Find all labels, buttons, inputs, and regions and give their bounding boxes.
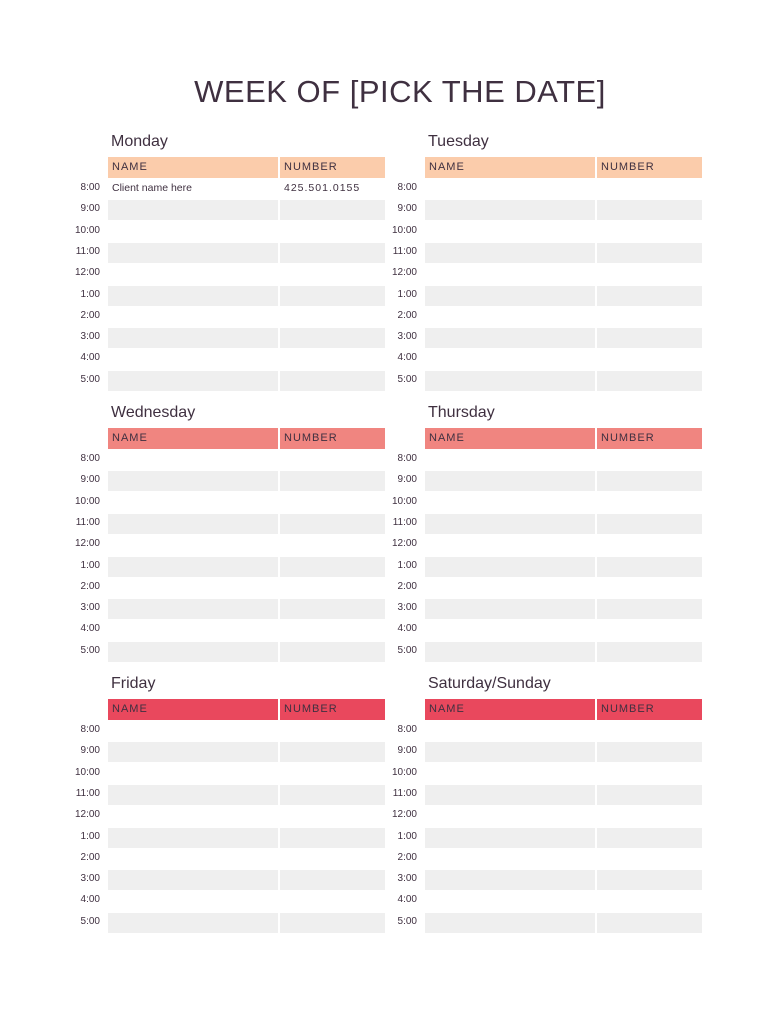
time-label: 3:00 xyxy=(80,331,100,343)
number-slot[interactable] xyxy=(597,913,702,933)
name-column-header: NAME xyxy=(108,157,278,178)
number-slot[interactable] xyxy=(597,307,702,327)
time-label: 10:00 xyxy=(391,766,417,778)
name-slot[interactable] xyxy=(108,371,278,391)
name-slot[interactable] xyxy=(425,891,595,911)
number-slot[interactable] xyxy=(597,493,702,513)
number-slot[interactable] xyxy=(280,493,385,513)
name-slot[interactable] xyxy=(108,471,278,491)
time-label: 1:00 xyxy=(80,288,100,300)
time-label: 2:00 xyxy=(397,309,417,321)
number-slot[interactable] xyxy=(597,243,702,263)
number-slot[interactable] xyxy=(280,891,385,911)
time-label: 1:00 xyxy=(397,288,417,300)
name-slot[interactable] xyxy=(108,557,278,577)
number-slot[interactable] xyxy=(280,450,385,470)
name-slot[interactable] xyxy=(108,450,278,470)
number-slot[interactable] xyxy=(280,742,385,762)
name-slot[interactable] xyxy=(425,371,595,391)
name-slot[interactable] xyxy=(108,870,278,890)
time-label: 8:00 xyxy=(80,182,100,193)
number-slot[interactable] xyxy=(280,913,385,933)
number-slot[interactable] xyxy=(280,286,385,306)
time-label: 3:00 xyxy=(397,602,417,614)
number-slot[interactable] xyxy=(597,828,702,848)
time-label: 10:00 xyxy=(391,495,417,507)
time-label: 9:00 xyxy=(80,203,100,215)
time-label: 4:00 xyxy=(397,352,417,364)
time-label: 1:00 xyxy=(397,559,417,571)
time-label: 4:00 xyxy=(80,894,100,906)
number-slot[interactable] xyxy=(280,557,385,577)
time-label: 11:00 xyxy=(392,787,417,799)
number-slot[interactable] xyxy=(280,785,385,805)
name-slot[interactable] xyxy=(108,785,278,805)
name-slot[interactable] xyxy=(108,328,278,348)
name-column-header: NAME xyxy=(425,157,595,178)
name-slot[interactable] xyxy=(108,535,278,555)
time-label: 12:00 xyxy=(391,267,417,279)
name-slot[interactable] xyxy=(425,913,595,933)
name-slot[interactable] xyxy=(425,599,595,619)
name-slot[interactable] xyxy=(108,721,278,741)
name-slot[interactable] xyxy=(425,514,595,534)
number-column-header: NUMBER xyxy=(597,157,702,178)
number-slot[interactable] xyxy=(597,764,702,784)
time-label: 9:00 xyxy=(397,474,417,486)
time-label: 10:00 xyxy=(74,766,100,778)
time-label: 12:00 xyxy=(74,267,100,279)
number-slot[interactable] xyxy=(597,514,702,534)
time-label: 11:00 xyxy=(392,516,417,528)
time-label: 8:00 xyxy=(397,453,417,464)
name-slot[interactable] xyxy=(425,806,595,826)
time-label: 2:00 xyxy=(397,580,417,592)
name-slot[interactable] xyxy=(425,471,595,491)
time-label: 10:00 xyxy=(74,224,100,236)
number-slot[interactable] xyxy=(280,349,385,369)
name-slot[interactable] xyxy=(425,328,595,348)
name-slot[interactable] xyxy=(108,493,278,513)
day-title: Tuesday xyxy=(428,133,489,150)
name-slot[interactable] xyxy=(108,578,278,598)
name-slot[interactable] xyxy=(108,849,278,869)
time-label: 1:00 xyxy=(397,830,417,842)
time-label: 11:00 xyxy=(75,245,100,257)
number-slot[interactable] xyxy=(597,599,702,619)
name-slot[interactable] xyxy=(425,222,595,242)
number-slot[interactable] xyxy=(280,371,385,391)
name-slot[interactable] xyxy=(108,891,278,911)
day-block-monday xyxy=(72,133,392,393)
time-label: 12:00 xyxy=(74,538,100,550)
number-slot[interactable] xyxy=(597,286,702,306)
name-slot[interactable] xyxy=(425,721,595,741)
name-slot[interactable] xyxy=(425,307,595,327)
time-label: 8:00 xyxy=(397,182,417,193)
name-slot[interactable] xyxy=(425,620,595,640)
number-slot[interactable] xyxy=(597,349,702,369)
name-slot[interactable] xyxy=(108,806,278,826)
time-label: 2:00 xyxy=(80,851,100,863)
name-slot[interactable] xyxy=(425,286,595,306)
day-block-tuesday xyxy=(389,133,709,393)
name-slot[interactable] xyxy=(425,243,595,263)
number-slot[interactable] xyxy=(597,620,702,640)
name-slot[interactable] xyxy=(425,179,595,199)
time-label: 10:00 xyxy=(391,224,417,236)
name-slot[interactable] xyxy=(425,200,595,220)
day-title: Wednesday xyxy=(111,404,196,421)
name-slot[interactable] xyxy=(425,849,595,869)
number-slot[interactable] xyxy=(597,721,702,741)
time-label: 8:00 xyxy=(80,724,100,735)
time-label: 11:00 xyxy=(75,516,100,528)
time-label: 2:00 xyxy=(80,580,100,592)
time-label: 2:00 xyxy=(80,309,100,321)
number-slot[interactable] xyxy=(597,806,702,826)
number-slot[interactable] xyxy=(597,849,702,869)
name-slot[interactable] xyxy=(108,642,278,662)
day-title: Monday xyxy=(111,133,168,150)
day-title: Thursday xyxy=(428,404,495,421)
time-label: 3:00 xyxy=(397,873,417,885)
name-slot[interactable] xyxy=(108,243,278,263)
day-block-friday xyxy=(72,675,392,935)
name-slot[interactable] xyxy=(108,620,278,640)
name-slot[interactable]: Client name here xyxy=(112,182,192,194)
number-slot[interactable] xyxy=(280,535,385,555)
number-slot[interactable] xyxy=(597,557,702,577)
name-slot[interactable] xyxy=(425,764,595,784)
number-column-header: NUMBER xyxy=(280,157,385,178)
name-slot[interactable] xyxy=(108,913,278,933)
number-slot[interactable] xyxy=(597,578,702,598)
number-slot[interactable] xyxy=(597,535,702,555)
time-label: 4:00 xyxy=(397,894,417,906)
name-slot[interactable] xyxy=(108,200,278,220)
name-slot[interactable] xyxy=(425,742,595,762)
time-label: 12:00 xyxy=(391,538,417,550)
time-label: 12:00 xyxy=(391,809,417,821)
page-title: WEEK OF [PICK THE DATE] xyxy=(194,74,606,109)
time-label: 5:00 xyxy=(80,915,100,927)
time-label: 5:00 xyxy=(397,644,417,656)
number-slot[interactable] xyxy=(280,578,385,598)
time-label: 1:00 xyxy=(80,559,100,571)
number-column-header: NUMBER xyxy=(280,699,385,720)
name-slot[interactable] xyxy=(108,764,278,784)
number-slot[interactable] xyxy=(597,642,702,662)
time-label: 1:00 xyxy=(80,830,100,842)
name-slot[interactable] xyxy=(108,264,278,284)
name-slot[interactable] xyxy=(425,870,595,890)
name-slot[interactable] xyxy=(425,535,595,555)
day-block-wednesday xyxy=(72,404,392,664)
name-slot[interactable] xyxy=(425,450,595,470)
time-label: 4:00 xyxy=(80,352,100,364)
time-label: 4:00 xyxy=(397,623,417,635)
number-slot[interactable] xyxy=(280,828,385,848)
time-label: 8:00 xyxy=(80,453,100,464)
time-label: 8:00 xyxy=(397,724,417,735)
name-slot[interactable] xyxy=(425,785,595,805)
number-slot[interactable] xyxy=(280,806,385,826)
time-label: 3:00 xyxy=(80,602,100,614)
number-slot[interactable] xyxy=(280,849,385,869)
time-label: 9:00 xyxy=(80,474,100,486)
time-label: 5:00 xyxy=(80,373,100,385)
number-slot[interactable] xyxy=(280,620,385,640)
time-label: 9:00 xyxy=(397,745,417,757)
day-block-saturday-sunday xyxy=(389,675,709,935)
name-slot[interactable] xyxy=(425,578,595,598)
name-slot[interactable] xyxy=(108,307,278,327)
number-slot[interactable] xyxy=(597,264,702,284)
number-slot[interactable] xyxy=(597,891,702,911)
number-slot[interactable]: 425.501.0155 xyxy=(284,182,361,194)
time-label: 2:00 xyxy=(397,851,417,863)
time-label: 3:00 xyxy=(397,331,417,343)
day-title: Friday xyxy=(111,675,156,692)
number-slot[interactable] xyxy=(597,471,702,491)
number-slot[interactable] xyxy=(280,200,385,220)
number-slot[interactable] xyxy=(597,200,702,220)
time-label: 12:00 xyxy=(74,809,100,821)
name-slot[interactable] xyxy=(108,828,278,848)
number-slot[interactable] xyxy=(597,785,702,805)
name-slot[interactable] xyxy=(425,349,595,369)
number-slot[interactable] xyxy=(280,222,385,242)
name-slot[interactable] xyxy=(425,264,595,284)
time-label: 10:00 xyxy=(74,495,100,507)
number-slot[interactable] xyxy=(597,328,702,348)
name-column-header: NAME xyxy=(425,428,595,449)
time-label: 11:00 xyxy=(75,787,100,799)
name-slot[interactable] xyxy=(108,349,278,369)
number-column-header: NUMBER xyxy=(280,428,385,449)
number-column-header: NUMBER xyxy=(597,699,702,720)
name-slot[interactable] xyxy=(425,493,595,513)
name-slot[interactable] xyxy=(425,642,595,662)
number-slot[interactable] xyxy=(280,328,385,348)
time-label: 9:00 xyxy=(80,745,100,757)
number-slot[interactable] xyxy=(280,721,385,741)
time-label: 5:00 xyxy=(397,915,417,927)
number-slot[interactable] xyxy=(280,307,385,327)
time-label: 5:00 xyxy=(397,373,417,385)
name-slot[interactable] xyxy=(108,286,278,306)
number-column-header: NUMBER xyxy=(597,428,702,449)
number-slot[interactable] xyxy=(597,371,702,391)
number-slot[interactable] xyxy=(280,471,385,491)
name-slot[interactable] xyxy=(425,557,595,577)
day-block-thursday xyxy=(389,404,709,664)
number-slot[interactable] xyxy=(280,514,385,534)
number-slot[interactable] xyxy=(280,642,385,662)
name-slot[interactable] xyxy=(425,828,595,848)
day-title: Saturday/Sunday xyxy=(428,675,551,692)
number-slot[interactable] xyxy=(597,222,702,242)
name-column-header: NAME xyxy=(108,428,278,449)
time-label: 5:00 xyxy=(80,644,100,656)
number-slot[interactable] xyxy=(597,450,702,470)
number-slot[interactable] xyxy=(597,742,702,762)
name-slot[interactable] xyxy=(108,599,278,619)
number-slot[interactable] xyxy=(280,870,385,890)
name-column-header: NAME xyxy=(108,699,278,720)
time-label: 3:00 xyxy=(80,873,100,885)
number-slot[interactable] xyxy=(280,599,385,619)
number-slot[interactable] xyxy=(280,264,385,284)
name-slot[interactable] xyxy=(108,222,278,242)
time-label: 9:00 xyxy=(397,203,417,215)
time-label: 4:00 xyxy=(80,623,100,635)
time-label: 11:00 xyxy=(392,245,417,257)
name-column-header: NAME xyxy=(425,699,595,720)
name-slot[interactable] xyxy=(108,514,278,534)
number-slot[interactable] xyxy=(597,179,702,199)
number-slot[interactable] xyxy=(280,243,385,263)
name-slot[interactable] xyxy=(108,742,278,762)
number-slot[interactable] xyxy=(280,764,385,784)
number-slot[interactable] xyxy=(597,870,702,890)
